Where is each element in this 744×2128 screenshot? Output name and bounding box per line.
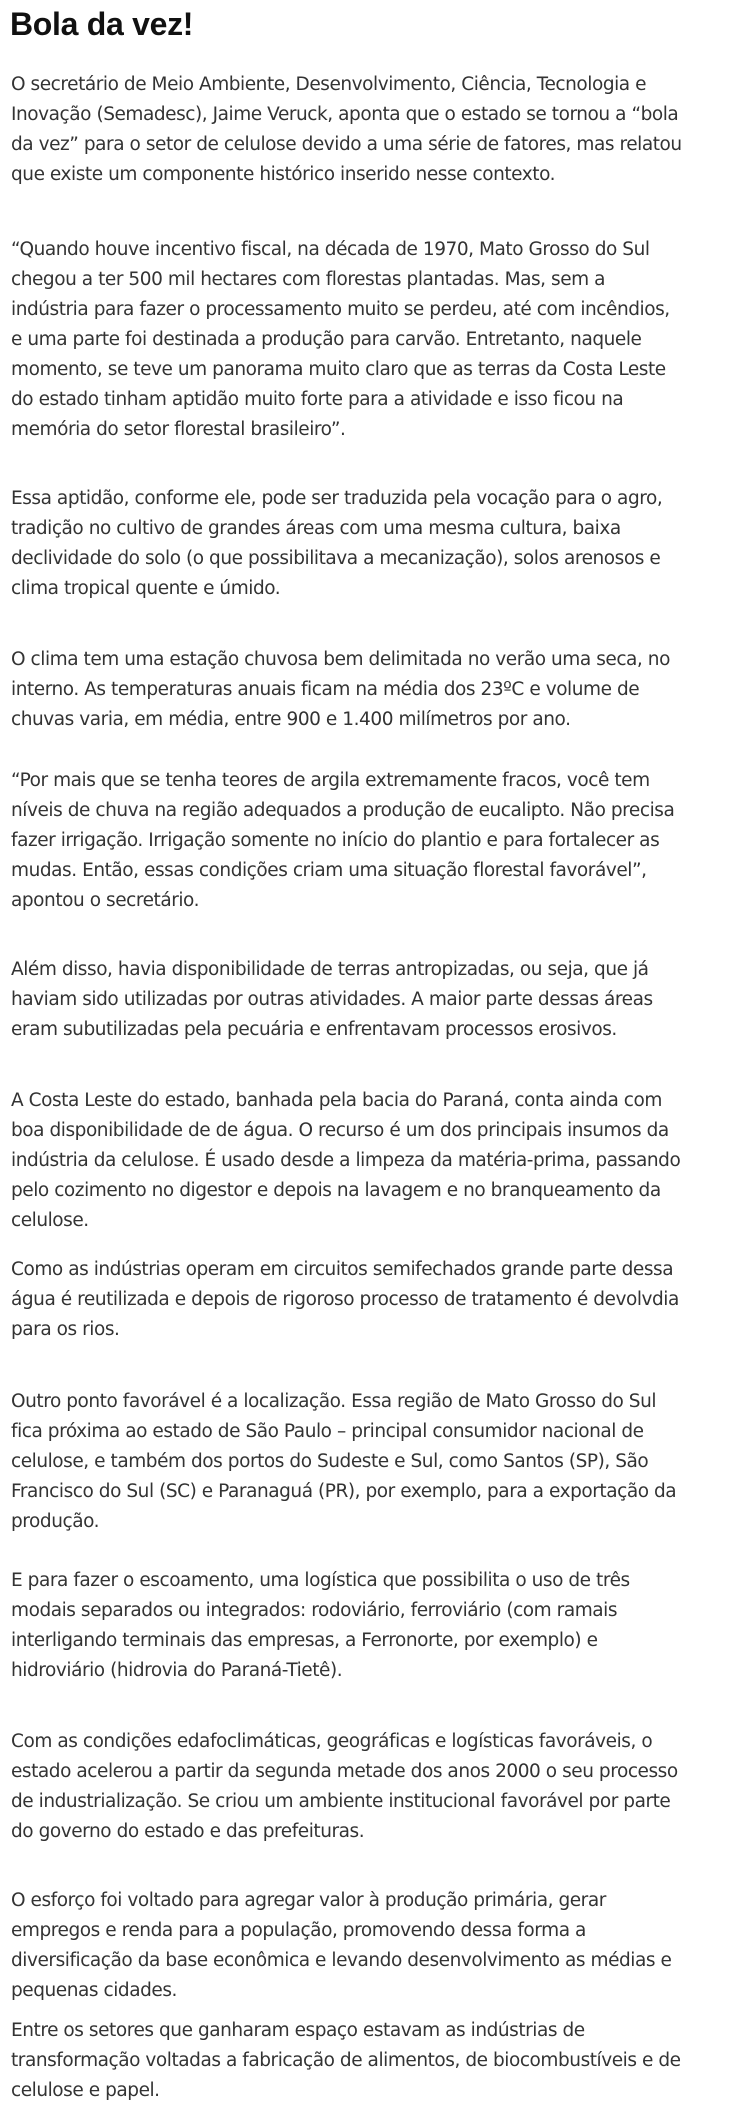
paragraph: O clima tem uma estação chuvosa bem delimitada no verão uma seca, no interno. As temperaturas anuais ficam na média dos 23ºC e volume de chuvas varia, em média, entre 900 e 1.400 milímetros por ano. — [11, 649, 670, 730]
paragraph: Essa aptidão, conforme ele, pode ser traduzida pela vocação para o agro, tradição no cultivo de grandes áreas com uma mesma cultura, baixa declividade do solo (o que possibilitava a mecanização), solos arenosos e clima tropical quente e úmido. — [11, 488, 663, 599]
paragraph: O esforço foi voltado para agregar valor à produção primária, gerar empregos e renda para a população, promovendo dessa forma a diversificação da base econômica e levando desenvolvimento as médias e pequenas cidades. — [11, 1890, 672, 2001]
paragraph: O secretário de Meio Ambiente, Desenvolvimento, Ciência, Tecnologia e Inovação (Semadesc), Jaime Veruck, aponta que o estado se tornou a “bola da vez” para o setor de celulose devido a uma série de fatores, mas relatou que existe um componente histórico inserido nesse contexto. — [11, 74, 682, 185]
paragraph: “Por mais que se tenha teores de argila extremamente fracos, você tem níveis de chuva na região adequados a produção de eucalipto. Não precisa fazer irrigação. Irrigação somente no início do plantio e para fortalecer as mudas. Então, essas condições criam uma situação florestal favorável”, apontou o secretário. — [11, 770, 675, 911]
paragraph: Outro ponto favorável é a localização. Essa região de Mato Grosso do Sul fica próxima ao estado de São Paulo – principal consumidor nacional de celulose, e também dos portos do Sudeste e Sul, como Santos (SP), São Francisco do Sul (SC) e Paranaguá (PR), por exemplo, para a exportação da produção. — [11, 1391, 677, 1532]
paragraph: Como as indústrias operam em circuitos semifechados grande parte dessa água é reutilizada e depois de rigoroso processo de tratamento é devolvdia para os rios. — [11, 1259, 679, 1340]
paragraph: Entre os setores que ganharam espaço estavam as indústrias de transformação voltadas a fabricação de alimentos, de biocombustíveis e de celulose e papel. — [11, 2020, 681, 2101]
paragraph: E para fazer o escoamento, uma logística que possibilita o uso de três modais separados ou integrados: rodoviário, ferroviário (com ramais interligando terminais das empresas, a Ferronorte, por exemplo) e hidroviário (hidrovia do Paraná-Tietê). — [11, 1570, 630, 1681]
paragraph: A Costa Leste do estado, banhada pela bacia do Paraná, conta ainda com boa disponibilidade de de água. O recurso é um dos principais insumos da indústria da celulose. É usado desde a limpeza da matéria-prima, passando pelo cozimento no digestor e depois na lavagem e no branqueamento da celulose. — [11, 1090, 681, 1231]
paragraph: “Quando houve incentivo fiscal, na década de 1970, Mato Grosso do Sul chegou a ter 500 mil hectares com florestas plantadas. Mas, sem a indústria para fazer o processamento muito se perdeu, até com incêndios, e uma parte foi destinada a produção para carvão. Entretanto, naquele momento, se teve um panorama muito claro que as terras da Costa Leste do estado tinham aptidão muito forte para a atividade e isso ficou na memória do setor florestal brasileiro”. — [11, 239, 670, 440]
paragraph: Além disso, havia disponibilidade de terras antropizadas, ou seja, que já haviam sido utilizadas por outras atividades. A maior parte dessas áreas eram subutilizadas pela pecuária e enfrentavam processos erosivos. — [11, 959, 653, 1040]
paragraph: Com as condições edafoclimáticas, geográficas e logísticas favoráveis, o estado acelerou a partir da segunda metade dos anos 2000 o seu processo de industrialização. Se criou um ambiente institucional favorável por parte do governo do estado e das prefeituras. — [11, 1731, 678, 1842]
section-heading: Bola da vez! — [10, 6, 194, 42]
